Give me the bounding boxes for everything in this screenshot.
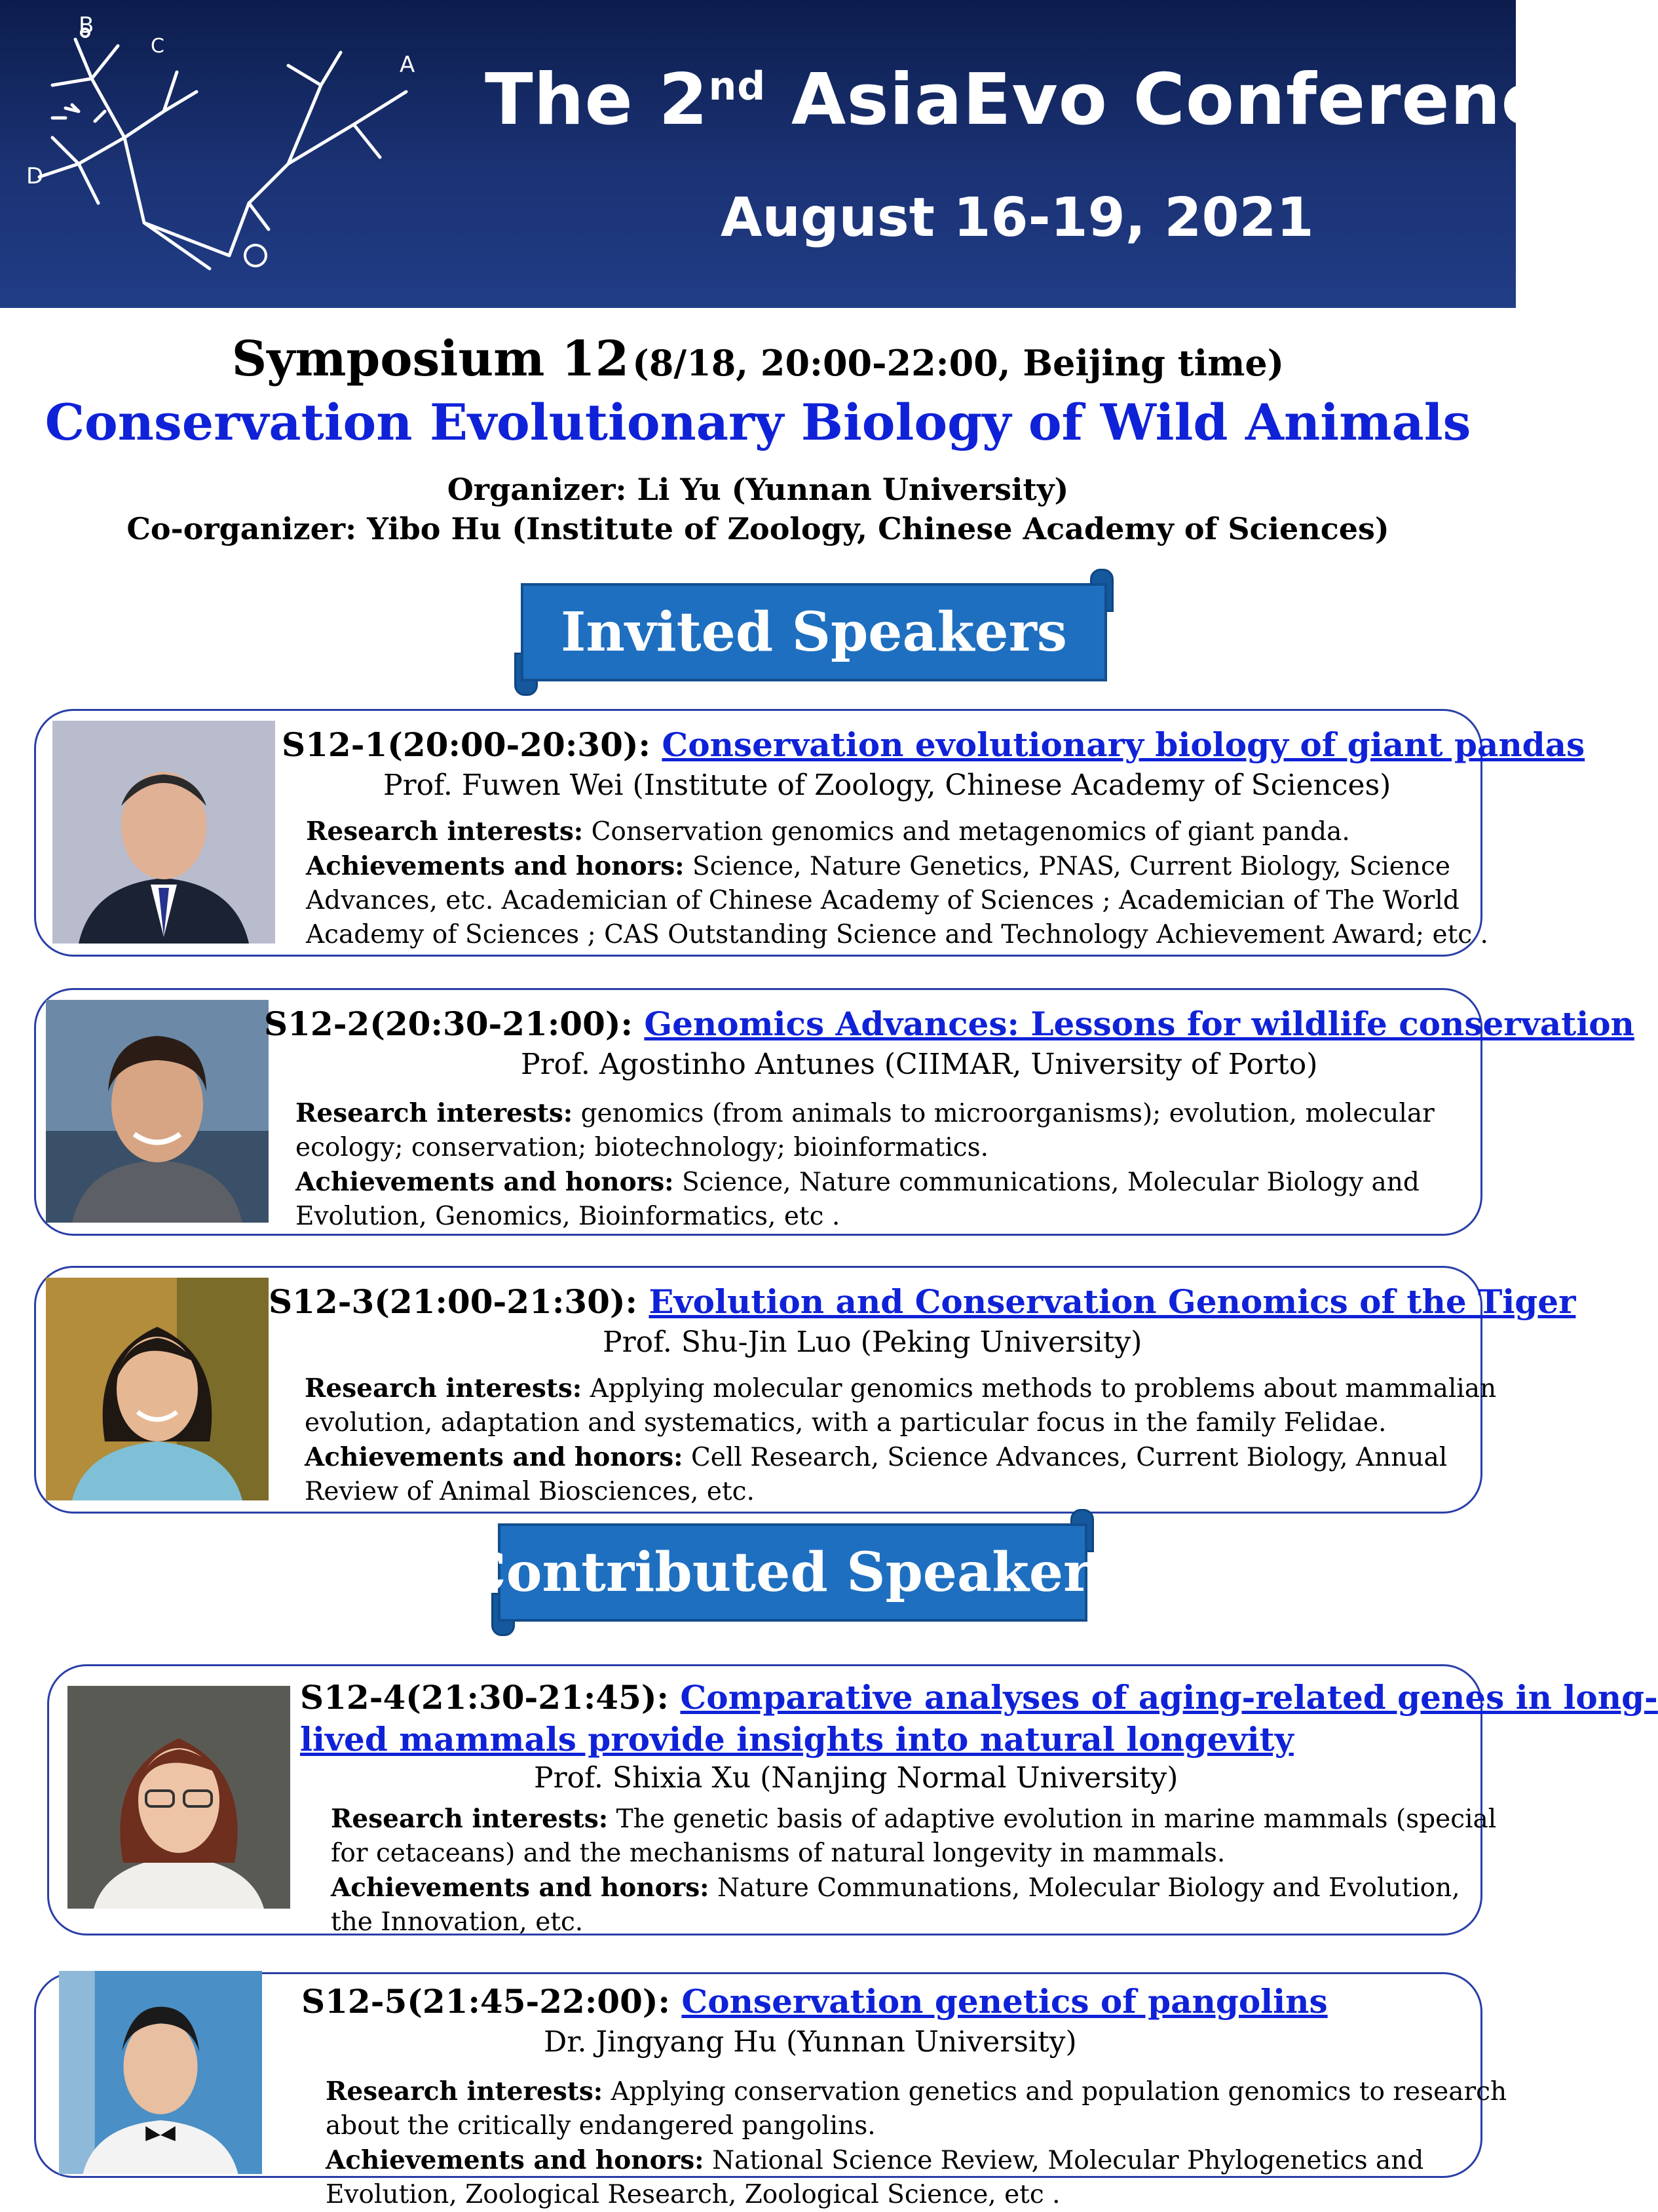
speaker-bio	[305, 1371, 1496, 1509]
svg-text:A: A	[400, 52, 415, 78]
speaker-photo	[46, 1000, 269, 1223]
co-organizer: Co-organizer: Yibo Hu (Institute of Zoology, Chinese Academy of Sciences)	[126, 511, 1389, 546]
honors-text: Academy of Sciences ; CAS Outstanding Science and Technology Achievement Award; etc .	[306, 920, 1488, 949]
honors-text: Evolution, Genomics, Bioinformatics, etc .	[295, 1202, 840, 1231]
speaker-name: Prof. Fuwen Wei (Institute of Zoology, Chinese Academy of Sciences)	[383, 769, 1391, 802]
interests-text: for cetaceans) and the mechanisms of natural longevity in mammals.	[331, 1839, 1226, 1868]
honors-text: Science, Nature communications, Molecular Biology and	[681, 1168, 1420, 1197]
speaker-photo	[56, 1971, 265, 2174]
symposium-time: (8/18, 20:00-22:00, Beijing time)	[632, 342, 1285, 384]
speaker-portrait-icon	[46, 1278, 269, 1500]
invited-speakers-heading: Invited Speakers	[521, 583, 1107, 681]
honors-text: National Science Review, Molecular Phylogenetics and	[711, 2146, 1424, 2175]
interests-text: Applying molecular genomics methods to problems about mammalian	[590, 1374, 1497, 1403]
interests-text: about the critically endangered pangolins.	[326, 2111, 876, 2141]
talk-code: S12-2(20:30-21:00):	[264, 1004, 633, 1043]
talk-heading	[300, 1720, 1294, 1759]
interests-text: The genetic basis of adaptive evolution in marine mammals (special	[616, 1804, 1497, 1834]
speaker-bio	[331, 1802, 1496, 1939]
speaker-name: Prof. Agostinho Antunes (CIIMAR, University of Porto)	[521, 1048, 1318, 1081]
conference-date: August 16-19, 2021	[721, 187, 1314, 249]
invited-speakers-banner	[521, 583, 1107, 681]
conference-banner	[0, 0, 1592, 308]
speaker-photo	[67, 1686, 290, 1909]
talk-code: S12-3(21:00-21:30):	[269, 1282, 637, 1321]
speaker-bio	[326, 2074, 1507, 2212]
honors-label: Achievements and honors:	[331, 1873, 709, 1903]
speaker-portrait-icon	[52, 721, 275, 944]
talk-code: S12-4(21:30-21:45):	[300, 1678, 669, 1717]
speaker-bio	[295, 1096, 1435, 1234]
talk-title-link[interactable]: Comparative analyses of aging-related genes in long-	[680, 1678, 1658, 1717]
talk-code: S12-1(20:00-20:30):	[282, 725, 650, 764]
honors-text: Advances, etc. Academician of Chinese Academy of Sciences ; Academician of The World	[306, 886, 1460, 915]
talk-title-link[interactable]: Evolution and Conservation Genomics of the Tiger	[649, 1282, 1576, 1321]
interests-label: Research interests:	[305, 1373, 582, 1403]
speaker-card	[34, 709, 1585, 957]
talk-heading	[300, 1678, 1658, 1717]
symposium-title: Conservation Evolutionary Biology of Wild Animals	[45, 393, 1471, 451]
interests-label: Research interests:	[295, 1098, 573, 1128]
speaker-name: Prof. Shixia Xu (Nanjing Normal University)	[534, 1761, 1178, 1795]
honors-text: Nature Communations, Molecular Biology and Evolution,	[717, 1873, 1460, 1903]
talk-heading	[269, 1282, 1575, 1321]
talk-heading	[301, 1982, 1328, 2021]
honors-label: Achievements and honors:	[326, 2145, 704, 2175]
organizer: Organizer: Li Yu (Yunnan University)	[447, 472, 1069, 507]
symposium-label: Symposium 12	[231, 331, 630, 387]
interests-text: genomics (from animals to microorganisms); evolution, molecular	[580, 1099, 1435, 1128]
speaker-card	[34, 988, 1634, 1236]
speaker-photo	[52, 721, 275, 944]
honors-text: Cell Research, Science Advances, Current Biology, Annual	[690, 1443, 1448, 1472]
interests-label: Research interests:	[331, 1804, 609, 1834]
speaker-name: Prof. Shu-Jin Luo (Peking University)	[603, 1325, 1142, 1359]
speaker-name: Dr. Jingyang Hu (Yunnan University)	[544, 2025, 1077, 2059]
speaker-portrait-icon	[46, 1000, 269, 1223]
contributed-speakers-banner	[463, 1523, 1122, 1622]
honors-label: Achievements and honors:	[295, 1167, 674, 1197]
interests-label: Research interests:	[306, 816, 584, 847]
contributed-speakers-heading: Contributed Speakers	[498, 1523, 1087, 1622]
interests-text: evolution, adaptation and systematics, with a particular focus in the family Felidae.	[305, 1408, 1387, 1438]
speaker-bio	[306, 814, 1488, 952]
talk-code: S12-5(21:45-22:00):	[301, 1982, 670, 2021]
svg-text:B: B	[79, 12, 94, 39]
speaker-card	[34, 1266, 1576, 1514]
speaker-card	[47, 1664, 1658, 1937]
honors-text: Review of Animal Biosciences, etc.	[305, 1477, 755, 1506]
honors-label: Achievements and honors:	[305, 1442, 683, 1472]
talk-title-link[interactable]: Conservation genetics of pangolins	[681, 1982, 1328, 2021]
svg-text:C: C	[151, 35, 164, 58]
talk-title-link[interactable]: lived mammals provide insights into natural longevity	[300, 1720, 1294, 1759]
speaker-photo	[46, 1278, 269, 1500]
svg-text:D: D	[26, 163, 44, 189]
interests-text: ecology; conservation; biotechnology; bioinformatics.	[295, 1133, 989, 1162]
symposium-heading	[0, 331, 1516, 387]
honors-text: the Innovation, etc.	[331, 1907, 584, 1937]
speaker-card	[34, 1972, 1507, 2209]
talk-heading	[264, 1004, 1634, 1043]
talk-title-link[interactable]: Genomics Advances: Lessons for wildlife conservation	[644, 1004, 1634, 1043]
speaker-portrait-icon	[67, 1686, 290, 1909]
interests-text: Applying conservation genetics and population genomics to research	[611, 2077, 1507, 2107]
interests-text: Conservation genomics and metagenomics of giant panda.	[591, 817, 1350, 847]
interests-label: Research interests:	[326, 2076, 603, 2107]
speaker-portrait-icon	[56, 1971, 265, 2174]
talk-title-link[interactable]: Conservation evolutionary biology of giant pandas	[662, 725, 1585, 764]
talk-heading	[282, 725, 1585, 764]
honors-label: Achievements and honors:	[306, 851, 685, 881]
honors-text: Evolution, Zoological Research, Zoological Science, etc .	[326, 2180, 1061, 2209]
honors-text: Science, Nature Genetics, PNAS, Current Biology, Science	[692, 852, 1450, 881]
conference-title: The 2nd AsiaEvo Conference	[485, 59, 1592, 141]
phylogenetic-tree-sketch-icon	[13, 7, 445, 295]
